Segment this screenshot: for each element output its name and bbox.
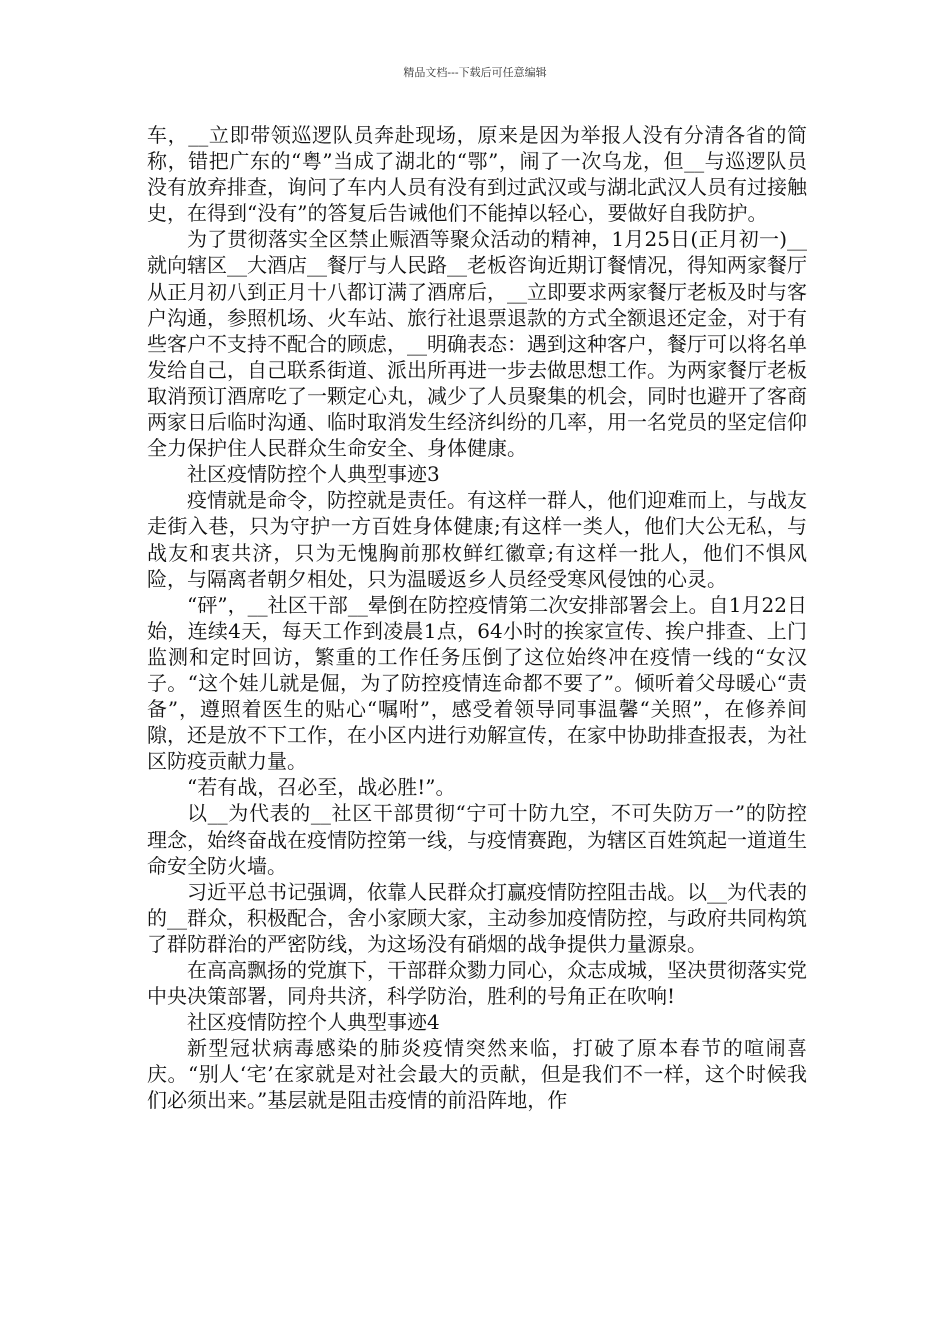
paragraph-6: 以__为代表的__社区干部贯彻“宁可十防九空，不可失防万一”的防控理念，始终奋战在疫情防控第一线，与疫情赛跑，为辖区百姓筑起一道道生命安全防火墙。 <box>147 801 807 878</box>
paragraph-2: 为了贯彻落实全区禁止赈酒等聚众活动的精神，1月25日(正月初一)__就向辖区__大酒店__餐厅与人民路__老板咨询近期订餐情况，得知两家餐厅从正月初八到正月十八都订满了酒席后，__立即要求两家餐厅老板及时与客户沟通，参照机场、火车站、旅行社退票退款的方式全额退还定金，对于有些客户不支持不配合的顾虑，__明确表态：遇到这种客户，餐厅可以将名单发给自己，自己联系街道、派出所再进一步去做思想工作。为两家餐厅老板取消预订酒席吃了一颗定心丸，减少了人员聚集的机会，同时也避开了客商两家日后临时沟通、临时取消发生经济纠纷的几率，用一名党员的坚定信仰全力保护住人民群众生命安全、身体健康。 <box>147 227 807 461</box>
page-header: 精品文档---下载后可任意编辑 <box>403 66 547 79</box>
paragraph-4: “砰”，__社区干部__晕倒在防控疫情第二次安排部署会上。自1月22日始，连续4天，每天工作到凌晨1点，64小时的挨家宣传、挨户排查、上门监测和定时回访，繁重的工作任务压倒了这位始终冲在疫情一线的“女汉子。“这个娃儿就是倔，为了防控疫情连命都不要了”。倾听着父母暖心“责备”，遵照着医生的贴心“嘱咐”，感受着领导同事温馨“关照”，在修养间隙，还是放不下工作，在小区内进行劝解宣传，在家中协助排查报表，为社区防疫贡献力量。 <box>147 592 807 774</box>
paragraph-7: 习近平总书记强调，依靠人民群众打赢疫情防控阻击战。以__为代表的的__群众，积极配合，舍小家顾大家，主动参加疫情防控，与政府共同构筑了群防群治的严密防线，为这场没有硝烟的战争提供力量源泉。 <box>147 879 807 956</box>
section-heading-3: 社区疫情防控个人典型事迹3 <box>187 462 440 487</box>
section-heading-4: 社区疫情防控个人典型事迹4 <box>187 1010 440 1035</box>
paragraph-9: 新型冠状病毒感染的肺炎疫情突然来临，打破了原本春节的喧闹喜庆。“别人‘宅’在家就是对社会最大的贡献，但是我们不一样，这个时候我们必须出来。”基层就是阻击疫情的前沿阵地，作 <box>147 1036 807 1113</box>
paragraph-1: 车，__立即带领巡逻队员奔赴现场，原来是因为举报人没有分清各省的简称，错把广东的“粤”当成了湖北的“鄂”，闹了一次乌龙，但__与巡逻队员没有放弃排查，询问了车内人员有没有到过武汉或与湖北武汉人员有过接触史，在得到“没有”的答复后告诫他们不能掉以轻心，要做好自我防护。 <box>147 123 807 226</box>
document-body <box>147 122 807 1114</box>
paragraph-5: “若有战，召必至，战必胜!”。 <box>187 775 456 800</box>
paragraph-8: 在高高飘扬的党旗下，干部群众勠力同心，众志成城，坚决贯彻落实党中央决策部署，同舟共济，科学防治，胜利的号角正在吹响! <box>147 958 807 1009</box>
paragraph-3: 疫情就是命令，防控就是责任。有这样一群人，他们迎难而上，与战友走街入巷，只为守护一方百姓身体健康;有这样一类人，他们大公无私，与战友和衷共济，只为无愧胸前那枚鲜红徽章;有这样一批人，他们不惧风险，与隔离者朝夕相处，只为温暖返乡人员经受寒风侵蚀的心灵。 <box>147 488 807 591</box>
